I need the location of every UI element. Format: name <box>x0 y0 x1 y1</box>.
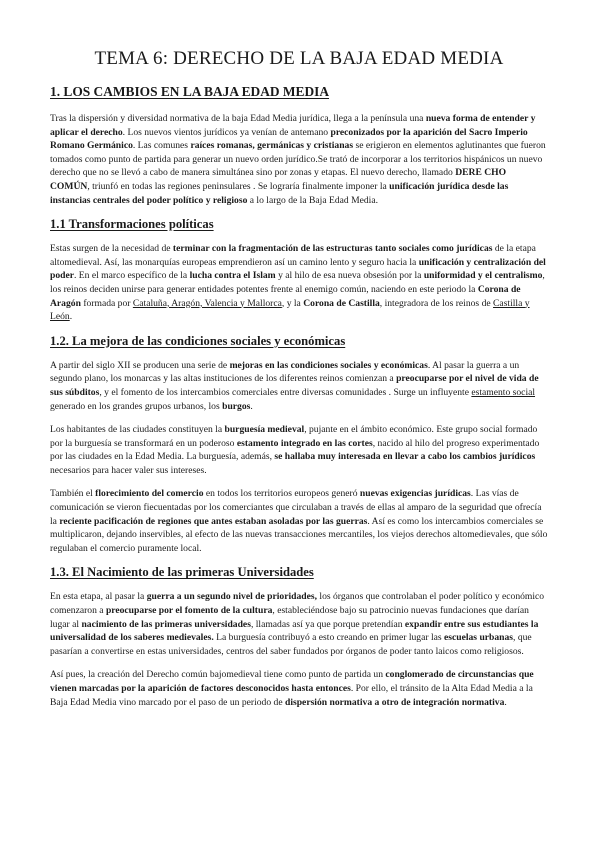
paragraph <box>50 423 548 477</box>
section-heading: 1. LOS CAMBIOS EN LA BAJA EDAD MEDIA <box>50 84 330 99</box>
text-run: . Así es como los intercambios comerciales se multiplicaron, dejando inservibles, al efecto de las nuevas transacciones mercantiles, los viejos derechos altomedievales, que sólo regulaban el comercio puramente local. <box>50 515 548 554</box>
emphasis-text: preconizados por la aparición del Sacro Imperio Romano Germánico <box>50 126 528 152</box>
text-run: y al hilo de esa nueva obsesión por la <box>275 270 424 282</box>
text-run: generado en los grandes grupos urbanos, los <box>50 400 223 412</box>
emphasis-text: raíces romanas, germánicas y cristianas <box>190 140 354 152</box>
text-run: . Por ello, el tránsito de la Alta Edad Media a la Baja Edad Media vino marcado por el paso de un periodo de <box>50 683 533 708</box>
section-1-1 <box>50 217 548 324</box>
text-run: La burguesía contribuyó a esto creando en primer lugar las <box>213 632 444 644</box>
underlined-text: Castilla y León <box>50 297 530 323</box>
emphasis-text: nuevas exigencias jurídicas <box>359 488 471 500</box>
text-run: formada por <box>80 297 133 309</box>
text-run: Los habitantes de las ciudades constituyen la <box>50 424 225 436</box>
emphasis-text: unificación jurídica desde las instancias centrales del poder político y religioso <box>50 180 509 206</box>
section-heading: 1.2. La mejora de las condiciones sociales y económicas <box>50 333 346 348</box>
paragraph <box>50 590 548 658</box>
text-run: , los reinos deciden unirse para generar entidades potentes frente al enemigo común, naciendo en este periodo la <box>50 270 545 295</box>
text-run: . Las vías de comunicación se vieron fiecuentadas por los comerciantes que circulaban a través de ellas al amparo de la seguridad que ofrecía la <box>50 488 542 527</box>
emphasis-text: mejoras en las condiciones sociales y económicas <box>229 359 428 371</box>
text-run: Así pues, la creación del Derecho común bajomedieval tiene como punto de partida un <box>50 669 386 681</box>
text-run: En esta etapa, al pasar la <box>50 591 147 603</box>
emphasis-text: escuelas urbanas <box>444 632 514 644</box>
text-run: en todos los territorios europeos generó <box>203 488 360 500</box>
emphasis-text: expandir entre sus estudiantes la universalidad de los saberes medievales. <box>50 618 539 644</box>
text-run: Tras la dispersión y diversidad normativa de la baja Edad Media jurídica, llega a la península una <box>50 113 426 124</box>
text-run: Estas surgen de la necesidad de <box>50 243 173 255</box>
emphasis-text: reciente pacificación de regiones que antes estaban asoladas por las guerras <box>59 515 368 527</box>
text-run: , pujante en el ámbito económico. Este grupo social formado por la burguesía se transformará en un poderoso <box>50 424 538 449</box>
page-title: TEMA 6: DERECHO DE LA BAJA EDAD MEDIA <box>94 48 504 69</box>
emphasis-text: Corona de Castilla <box>303 297 380 309</box>
emphasis-text: Corona de Aragón <box>50 283 521 309</box>
text-run: , triunfó en todas las regiones peninsulares . Se lograría finalmente imponer la <box>87 180 390 192</box>
paragraph <box>50 242 548 324</box>
paragraph <box>50 359 548 413</box>
text-run: . En el marco específico de la <box>73 270 190 282</box>
emphasis-text: guerra a un segundo nivel de prioridades, <box>146 591 320 603</box>
underlined-text: estamento social <box>471 386 536 398</box>
text-run: necesarios para hacer valer sus intereses. <box>50 464 207 476</box>
emphasis-text: florecimiento del comercio <box>95 488 204 500</box>
text-run: , y la <box>281 297 304 309</box>
emphasis-text: estamento integrado en las cortes <box>236 437 373 449</box>
emphasis-text: conglomerado de circunstancias que vienen marcadas por la aparición de factores desconocidos hasta entonces <box>50 669 534 694</box>
section-1-2 <box>50 334 548 556</box>
text-run: a lo largo de la Baja Edad Media. <box>247 194 379 206</box>
text-run: , estableciéndose bajo su patrocinio nuevas fundaciones que darían lugar al <box>50 605 529 630</box>
emphasis-text: se hallaba muy interesada en llevar a cabo los cambios jurídicos <box>274 451 536 463</box>
emphasis-text: nacimiento de las primeras universidades <box>81 618 251 630</box>
text-run: , nacido al hilo del progreso experimentado por las ciudades en la Edad Media. La burguesía, además, <box>50 437 540 463</box>
text-run: los órganos que controlaban el poder político y económico comenzaron a <box>50 591 545 617</box>
emphasis-text: burgos <box>222 400 251 412</box>
emphasis-text: burguesía medieval <box>224 424 305 436</box>
emphasis-text: preocuparse por el fomento de la cultura <box>105 605 273 617</box>
text-run: . <box>250 400 253 412</box>
underlined-text: Cataluña, Aragón, Valencia y Mallorca <box>132 297 282 309</box>
text-run: , integradora de los reinos de <box>379 297 494 309</box>
paragraph <box>50 668 548 709</box>
text-run: se erigieron en elementos aglutinantes que fueron tomados como punto de partida para generar un nuevo orden jurídico.Se trató de incorporar a los territorios hispánicos un nuevo derecho que no se llevó a cabo de manera simultánea sino por zonas y etapas. El nuevo derecho, llamado <box>50 140 546 179</box>
text-run: , llamadas así ya que porque pretendían <box>250 618 405 630</box>
emphasis-text: DERE CHO COMÚN <box>50 167 507 192</box>
emphasis-text: uniformidad y el centralismo <box>423 270 543 282</box>
text-run: . <box>504 696 507 708</box>
emphasis-text: unificación y centralización del poder <box>50 256 546 282</box>
emphasis-text: preocuparse por el nivel de vida de sus súbditos <box>50 373 539 398</box>
emphasis-text: dispersión normativa a otro de integración normativa <box>284 696 505 708</box>
text-run: También el <box>50 488 96 500</box>
text-run: . Los nuevos vientos jurídicos ya venían de antemano <box>122 126 331 138</box>
section-heading: 1.3. El Nacimiento de las primeras Universidades <box>50 565 314 580</box>
emphasis-text: lucha contra el Islam <box>189 270 276 282</box>
emphasis-text: terminar con la fragmentación de las estructuras tanto sociales como jurídicas <box>172 243 493 255</box>
text-run: . Al pasar la guerra a un segundo plano, los monarcas y las altas instituciones de los diferentes reinos comienzan a <box>50 359 520 385</box>
text-run: . Las comunes <box>132 140 191 152</box>
text-run: , que pasarían a convertirse en estas universidades, centros del saber fundados por órganos de poder tanto laicos como religiosos. <box>50 632 532 657</box>
emphasis-text: nueva forma de entender y aplicar el derecho <box>50 113 536 138</box>
section-1-3 <box>50 565 548 709</box>
text-run: A partir del siglo XII se producen una serie de <box>50 359 230 371</box>
text-run: . <box>69 311 73 323</box>
text-run: de la etapa altomedieval. Así, las monarquías europeas emprendieron así un camino lento y seguro hacia la <box>50 243 536 268</box>
text-run: , y el fomento de los intercambios comerciales entre diversas comunidades . Surge un influyente <box>99 386 472 398</box>
section-1 <box>50 84 548 207</box>
paragraph <box>50 487 548 555</box>
paragraph <box>50 112 548 207</box>
section-heading: 1.1 Transformaciones políticas <box>50 217 214 232</box>
